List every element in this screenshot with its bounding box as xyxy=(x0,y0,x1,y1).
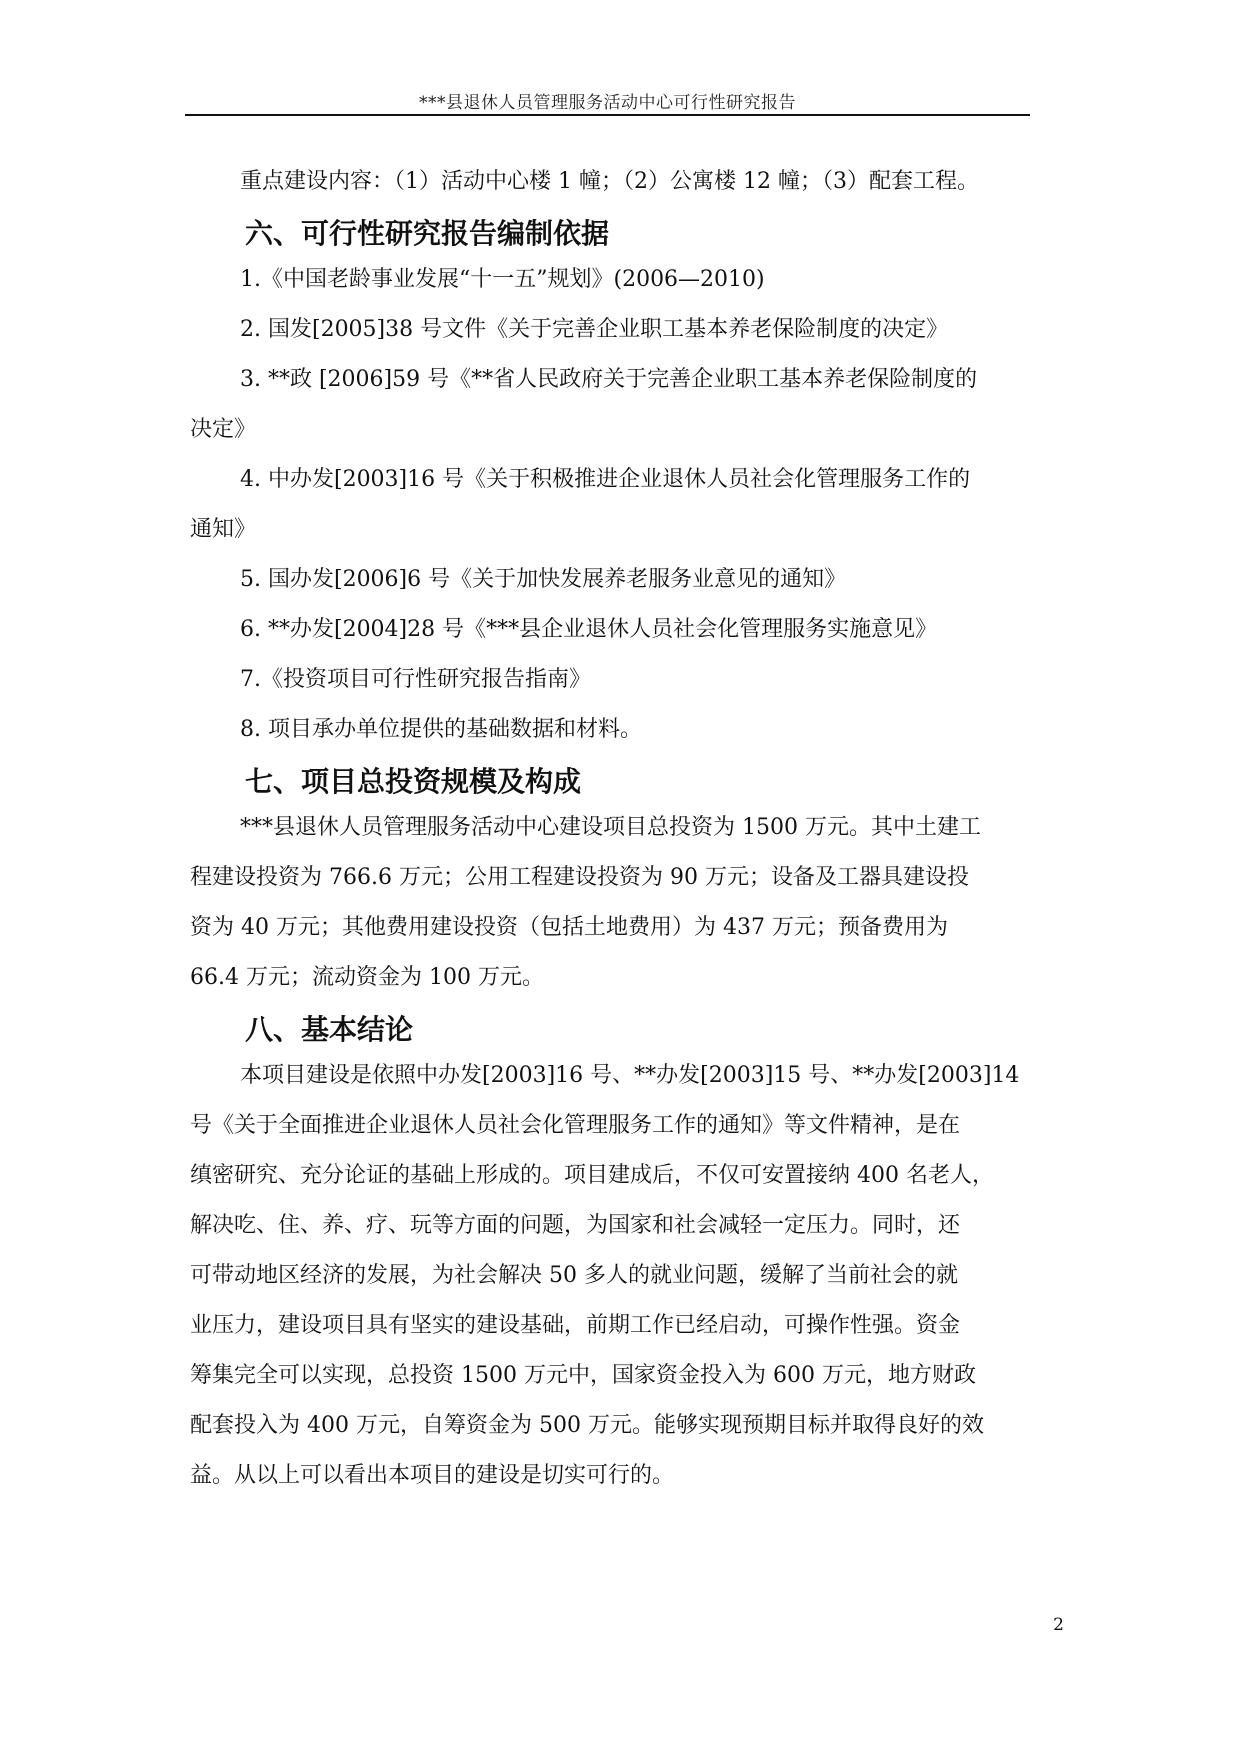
reference-item: 4. 中办发[2003]16 号《关于积极推进企业退休人员社会化管理服务工作的 xyxy=(240,467,971,492)
reference-item: 3. **政 [2006]59 号《**省人民政府关于完善企业职工基本养老保险制度的 xyxy=(240,367,978,392)
page-body xyxy=(190,162,1072,1506)
body-line: 配套投入为 400 万元，自筹资金为 500 万元。能够实现预期目标并取得良好的效 xyxy=(190,1413,984,1438)
running-header: ***县退休人员管理服务活动中心可行性研究报告 xyxy=(419,93,796,113)
body-line: 重点建设内容：（1）活动中心楼 1 幢；（2）公寓楼 12 幢；（3）配套工程。 xyxy=(240,169,979,194)
body-line: ***县退休人员管理服务活动中心建设项目总投资为 1500 万元。其中土建工 xyxy=(240,815,981,840)
reference-item: 7.《投资项目可行性研究报告指南》 xyxy=(240,667,591,692)
body-line: 可带动地区经济的发展，为社会解决 50 多人的就业问题，缓解了当前社会的就 xyxy=(190,1263,958,1288)
body-line: 缜密研究、充分论证的基础上形成的。项目建成后，不仅可安置接纳 400 名老人， xyxy=(190,1163,994,1188)
reference-item: 2. 国发[2005]38 号文件《关于完善企业职工基本养老保险制度的决定》 xyxy=(240,317,949,342)
body-line: 筹集完全可以实现，总投资 1500 万元中，国家资金投入为 600 万元，地方财政 xyxy=(190,1363,976,1388)
body-line: 解决吃、住、养、疗、玩等方面的问题，为国家和社会减轻一定压力。同时，还 xyxy=(190,1213,961,1238)
reference-item-continuation: 通知》 xyxy=(190,517,257,542)
body-line: 本项目建设是依照中办发[2003]16 号、**办发[2003]15 号、**办发[2003]14 xyxy=(240,1063,1020,1088)
reference-item: 1.《中国老龄事业发展“十一五”规划》(2006—2010) xyxy=(240,267,765,292)
body-line: 程建设投资为 766.6 万元；公用工程建设投资为 90 万元；设备及工器具建设投 xyxy=(190,865,969,890)
body-line: 号《关于全面推进企业退休人员社会化管理服务工作的通知》等文件精神，是在 xyxy=(190,1113,961,1138)
header-divider xyxy=(185,114,1030,116)
section-heading-6: 六、可行性研究报告编制依据 xyxy=(245,217,610,250)
reference-item: 6. **办发[2004]28 号《***县企业退休人员社会化管理服务实施意见》 xyxy=(240,617,938,642)
section-heading-8: 八、基本结论 xyxy=(245,1013,414,1046)
body-line: 资为 40 万元；其他费用建设投资（包括土地费用）为 437 万元；预备费用为 xyxy=(190,915,948,940)
body-line: 业压力，建设项目具有坚实的建设基础，前期工作已经启动，可操作性强。资金 xyxy=(190,1313,961,1338)
section-heading-7: 七、项目总投资规模及构成 xyxy=(245,765,582,798)
body-line: 66.4 万元；流动资金为 100 万元。 xyxy=(190,965,544,990)
reference-item: 8. 项目承办单位提供的基础数据和材料。 xyxy=(240,717,642,742)
body-line: 益。从以上可以看出本项目的建设是切实可行的。 xyxy=(190,1463,675,1488)
reference-item: 5. 国办发[2006]6 号《关于加快发展养老服务业意见的通知》 xyxy=(240,567,847,592)
reference-item-continuation: 决定》 xyxy=(190,417,257,442)
page-number: 2 xyxy=(1053,1615,1064,1635)
